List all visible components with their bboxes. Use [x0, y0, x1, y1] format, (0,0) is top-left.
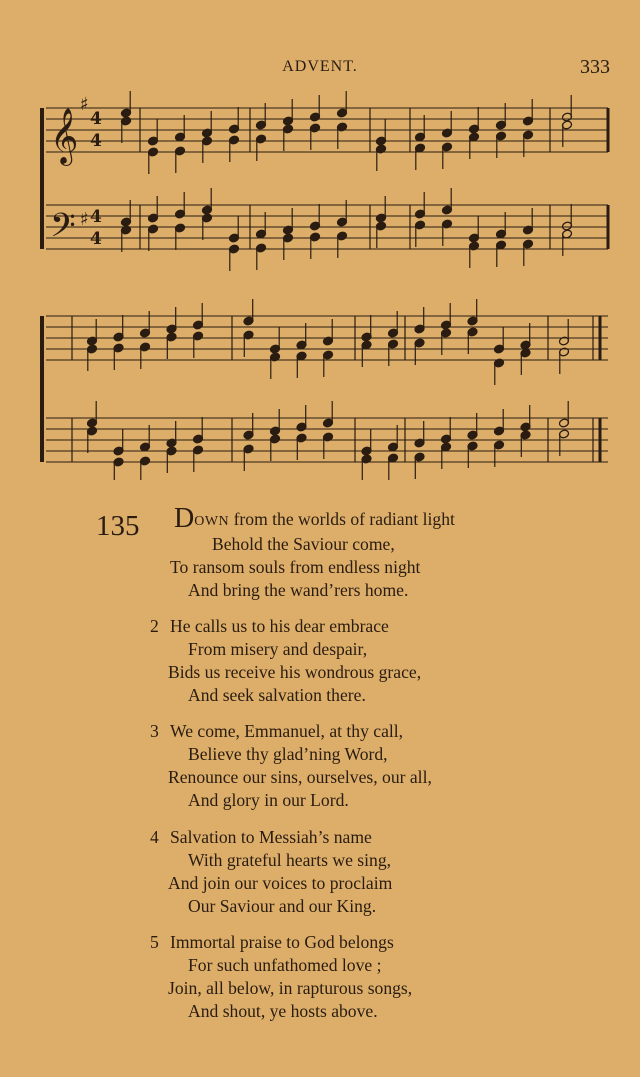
treble-clef-icon: 𝄞 — [50, 108, 79, 164]
verse-1 — [150, 503, 455, 602]
first-word-caps: OWN — [194, 514, 230, 529]
verse-line: And bring the wand’rers home. — [188, 580, 409, 600]
time-signature-top-treble: 4 — [90, 109, 102, 129]
first-line-rest: from the worlds of radiant light — [229, 509, 455, 529]
verse-4 — [150, 826, 392, 918]
drop-cap: D — [174, 503, 195, 534]
verse-line: Join, all below, in rapturous songs, — [168, 978, 413, 998]
verse-line: And seek salvation there. — [188, 685, 366, 705]
verse-line: Bids us receive his wondrous grace, — [168, 662, 422, 682]
verse-3 — [150, 720, 432, 812]
verse-number: 4 — [150, 827, 159, 847]
page-number: 333 — [580, 56, 610, 78]
hymn-number: 135 — [96, 510, 140, 542]
verse-line: We come, Emmanuel, at thy call, — [170, 721, 404, 741]
verse-line: And shout, ye hosts above. — [188, 1001, 378, 1021]
time-signature-top-bass: 4 — [90, 207, 102, 227]
verse-line: Our Saviour and our King. — [188, 896, 377, 916]
verse-line: Immortal praise to God belongs — [170, 932, 394, 952]
verse-1-first-line — [150, 503, 455, 534]
verse-line: To ransom souls from endless night — [170, 557, 421, 577]
time-signature-bottom-bass: 4 — [90, 229, 102, 249]
verse-line: He calls us to his dear embrace — [170, 616, 389, 636]
system-bracket — [40, 316, 44, 462]
verse-line: With grateful hearts we sing, — [188, 850, 392, 870]
time-signature-bottom-treble: 4 — [90, 131, 102, 151]
key-signature-bass: ♯ — [80, 209, 89, 230]
verse-line: And glory in our Lord. — [188, 790, 349, 810]
verse-2 — [150, 615, 421, 707]
verse-line: And join our voices to proclaim — [168, 873, 393, 893]
key-signature-treble: ♯ — [80, 94, 89, 115]
verse-line: Behold the Saviour come, — [212, 534, 395, 554]
verse-line: From misery and despair, — [188, 639, 368, 659]
system-bracket — [40, 108, 44, 249]
section-title: ADVENT. — [282, 58, 358, 75]
music-score — [0, 0, 640, 480]
verse-line: For such unfathomed love ; — [188, 955, 382, 975]
verse-line: Believe thy glad’ning Word, — [188, 744, 388, 764]
bass-clef-icon: 𝄢 — [50, 207, 76, 253]
verse-5 — [150, 931, 412, 1023]
verse-number: 5 — [150, 932, 159, 952]
verse-line: Renounce our sins, ourselves, our all, — [168, 767, 432, 787]
verse-number: 3 — [150, 721, 159, 741]
verse-number: 2 — [150, 616, 159, 636]
verse-line: Salvation to Messiah’s name — [170, 827, 372, 847]
